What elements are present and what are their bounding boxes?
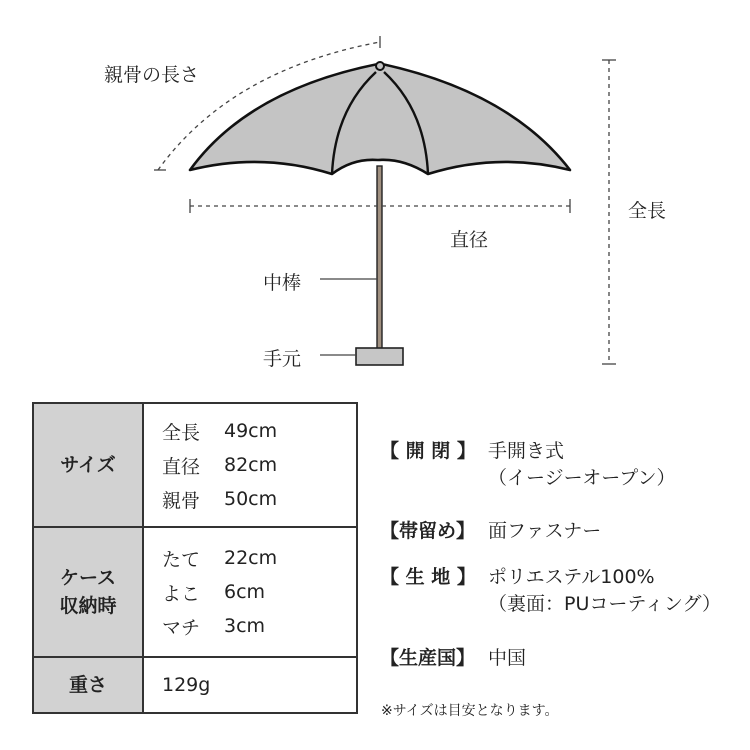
diameter-label: 直径 xyxy=(450,229,489,251)
case-width-value: 6cm xyxy=(224,581,266,603)
case-row-height xyxy=(162,541,356,575)
fabric-line1: ポリエステル100% xyxy=(488,566,655,588)
case-values xyxy=(143,527,357,657)
size-rib-value: 50cm xyxy=(224,488,278,510)
size-values xyxy=(143,403,357,527)
case-heading-line2: 収納時 xyxy=(59,595,117,617)
size-total-value: 49cm xyxy=(224,420,278,442)
size-row-diameter xyxy=(162,448,356,482)
size-rib-label: 親骨 xyxy=(162,489,201,512)
case-row-depth xyxy=(162,609,356,643)
case-height-value: 22cm xyxy=(224,547,278,569)
spec-row-weight xyxy=(33,657,357,713)
case-width-label: よこ xyxy=(162,582,201,605)
rib-length-label: 親骨の長さ xyxy=(104,64,200,86)
size-note: ※サイズは目安となります。 xyxy=(381,703,559,719)
origin-tag: 【生産国】 xyxy=(380,647,476,669)
case-heading xyxy=(33,527,143,657)
case-height-label: たて xyxy=(162,548,201,571)
weight-heading: 重さ xyxy=(33,657,143,713)
size-row-total xyxy=(162,414,356,448)
shaft-label: 中棒 xyxy=(263,272,302,294)
closure-line1: 面ファスナー xyxy=(488,520,602,542)
opening-tag: 【 開 閉 】 xyxy=(380,440,476,462)
origin-line1: 中国 xyxy=(488,647,527,669)
spec-row-case xyxy=(33,527,357,657)
case-depth-label: マチ xyxy=(162,616,201,639)
handle xyxy=(356,348,403,365)
fabric-tag: 【 生 地 】 xyxy=(380,566,476,588)
size-row-rib xyxy=(162,482,356,516)
spec-table xyxy=(32,402,358,714)
case-row-width xyxy=(162,575,356,609)
spec-row-size xyxy=(33,403,357,527)
size-diameter-label: 直径 xyxy=(162,455,201,478)
opening-line1: 手開き式 xyxy=(488,440,565,462)
total-length-label: 全長 xyxy=(628,200,667,222)
shaft xyxy=(377,166,382,350)
case-depth-value: 3cm xyxy=(224,615,266,637)
size-heading: サイズ xyxy=(33,403,143,527)
size-total-label: 全長 xyxy=(162,421,201,444)
canopy-tip xyxy=(376,62,384,70)
weight-value: 129g xyxy=(143,657,357,713)
handle-label: 手元 xyxy=(263,348,302,370)
size-diameter-value: 82cm xyxy=(224,454,278,476)
opening-line2: （イージーオープン） xyxy=(488,467,676,489)
case-heading-line1: ケース xyxy=(59,567,117,589)
canopy xyxy=(190,64,570,174)
closure-tag: 【帯留め】 xyxy=(380,520,476,542)
fabric-line2: （裏面：PUコーティング） xyxy=(488,593,722,615)
